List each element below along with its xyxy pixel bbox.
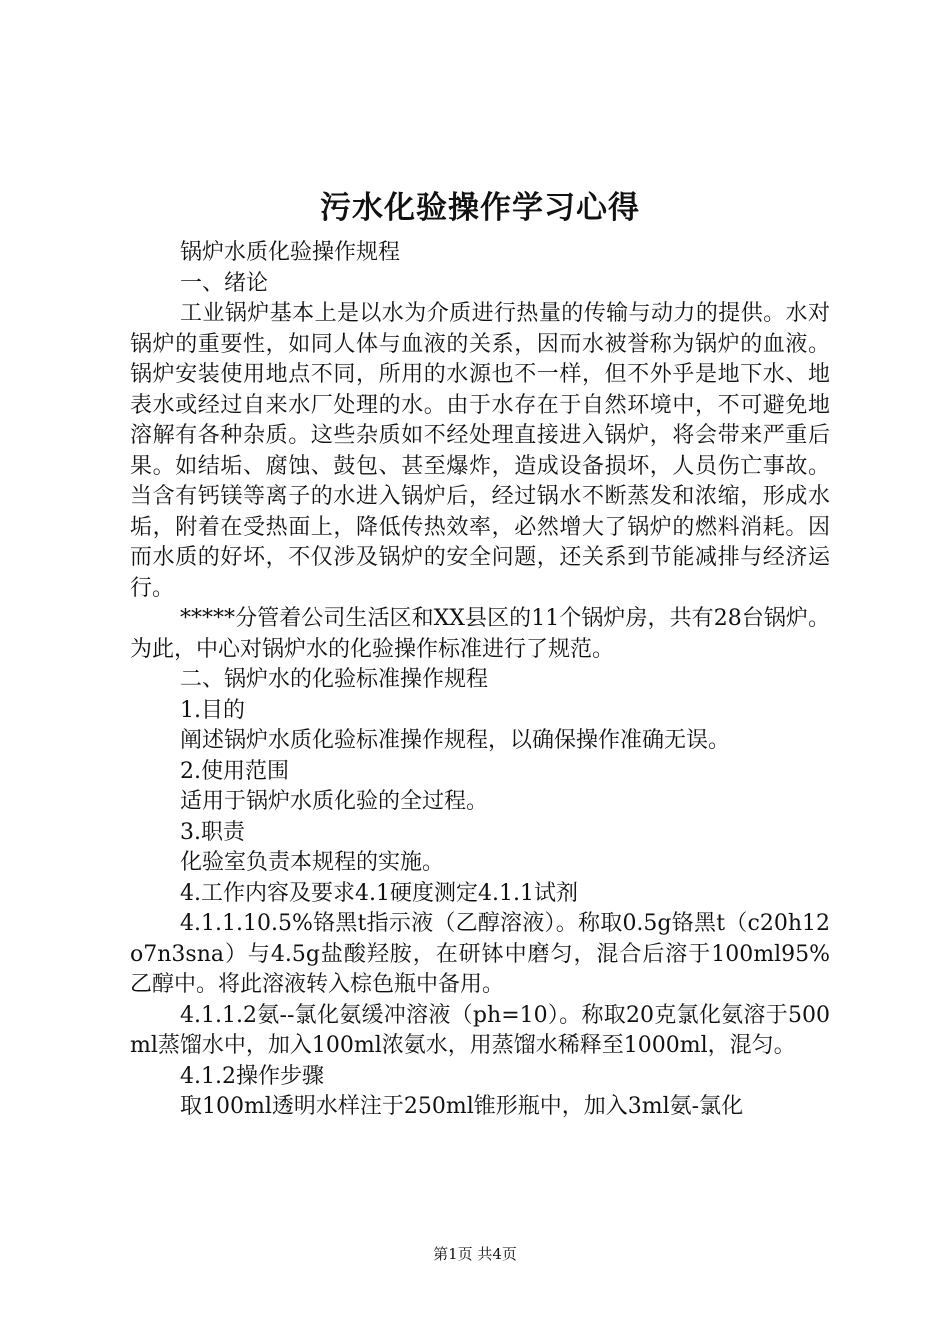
paragraph-subtitle: 锅炉水质化验操作规程 [180,240,401,265]
document-title: 污水化验操作学习心得 [320,190,640,226]
paragraph-work-content-heading: 4.工作内容及要求4.1硬度测定4.1.1试剂 [180,880,578,906]
paragraph-procedure-heading: 4.1.2操作步骤 [180,1063,324,1089]
paragraph-duty: 化验室负责本规程的实施。 [180,850,445,875]
paragraph-scope: 适用于锅炉水质化验的全过程。 [180,789,489,814]
paragraph-reagent-1: 4.1.1.10.5%铬黑t指示液（乙醇溶液）。称取0.5g铬黑t（c20h12o7n3sna）与4.5g盐酸羟胺，在研钵中磨匀，混合后溶于100ml95%乙醇中。将此溶液转入棕色瓶中备用。 [130,911,830,997]
paragraph-duty-heading: 3.职责 [180,819,245,845]
paragraph-section-2: 二、锅炉水的化验标准操作规程 [180,667,489,692]
paragraph-company-info: *****分管着公司生活区和XX县区的11个锅炉房，共有28台锅炉。为此，中心对锅炉水的化验操作标准进行了规范。 [130,606,830,662]
page-footer: 第1页 共4页 [433,1245,517,1263]
paragraph-procedure: 取100ml透明水样注于250ml锥形瓶中，加入3ml氨-氯化 [180,1094,744,1119]
paragraph-scope-heading: 2.使用范围 [180,758,289,784]
paragraph-section-1: 一、绪论 [180,270,269,296]
paragraph-purpose: 阐述锅炉水质化验标准操作规程，以确保操作准确无误。 [180,728,731,753]
paragraph-introduction: 工业锅炉基本上是以水为介质进行热量的传输与动力的提供。水对锅炉的重要性，如同人体与血液的关系，因而水被誉称为锅炉的血液。锅炉安装使用地点不同，所用的水源也不一样，但不外乎是地下水、地表水或经过自来水厂处理的水。由于水存在于自然环境中，不可避免地溶解有各种杂质。这些杂质如不经处理直接进入锅炉，将会带来严重后果。如结垢、腐蚀、鼓包、甚至爆炸，造成设备损坏，人员伤亡事故。当含有钙镁等离子的水进入锅炉后，经过锅水不断蒸发和浓缩，形成水垢，附着在受热面上，降低传热效率，必然增大了锅炉的燃料消耗。因而水质的好坏，不仅涉及锅炉的安全问题，还关系到节能减排与经济运行。 [130,301,830,601]
paragraph-purpose-heading: 1.目的 [180,697,245,723]
document-page [130,178,830,1123]
paragraph-reagent-2: 4.1.1.2氨--氯化氨缓冲溶液（ph=10）。称取20克氯化氨溶于500ml蒸馏水中，加入100ml浓氨水，用蒸馏水稀释至1000ml，混匀。 [130,1002,830,1058]
